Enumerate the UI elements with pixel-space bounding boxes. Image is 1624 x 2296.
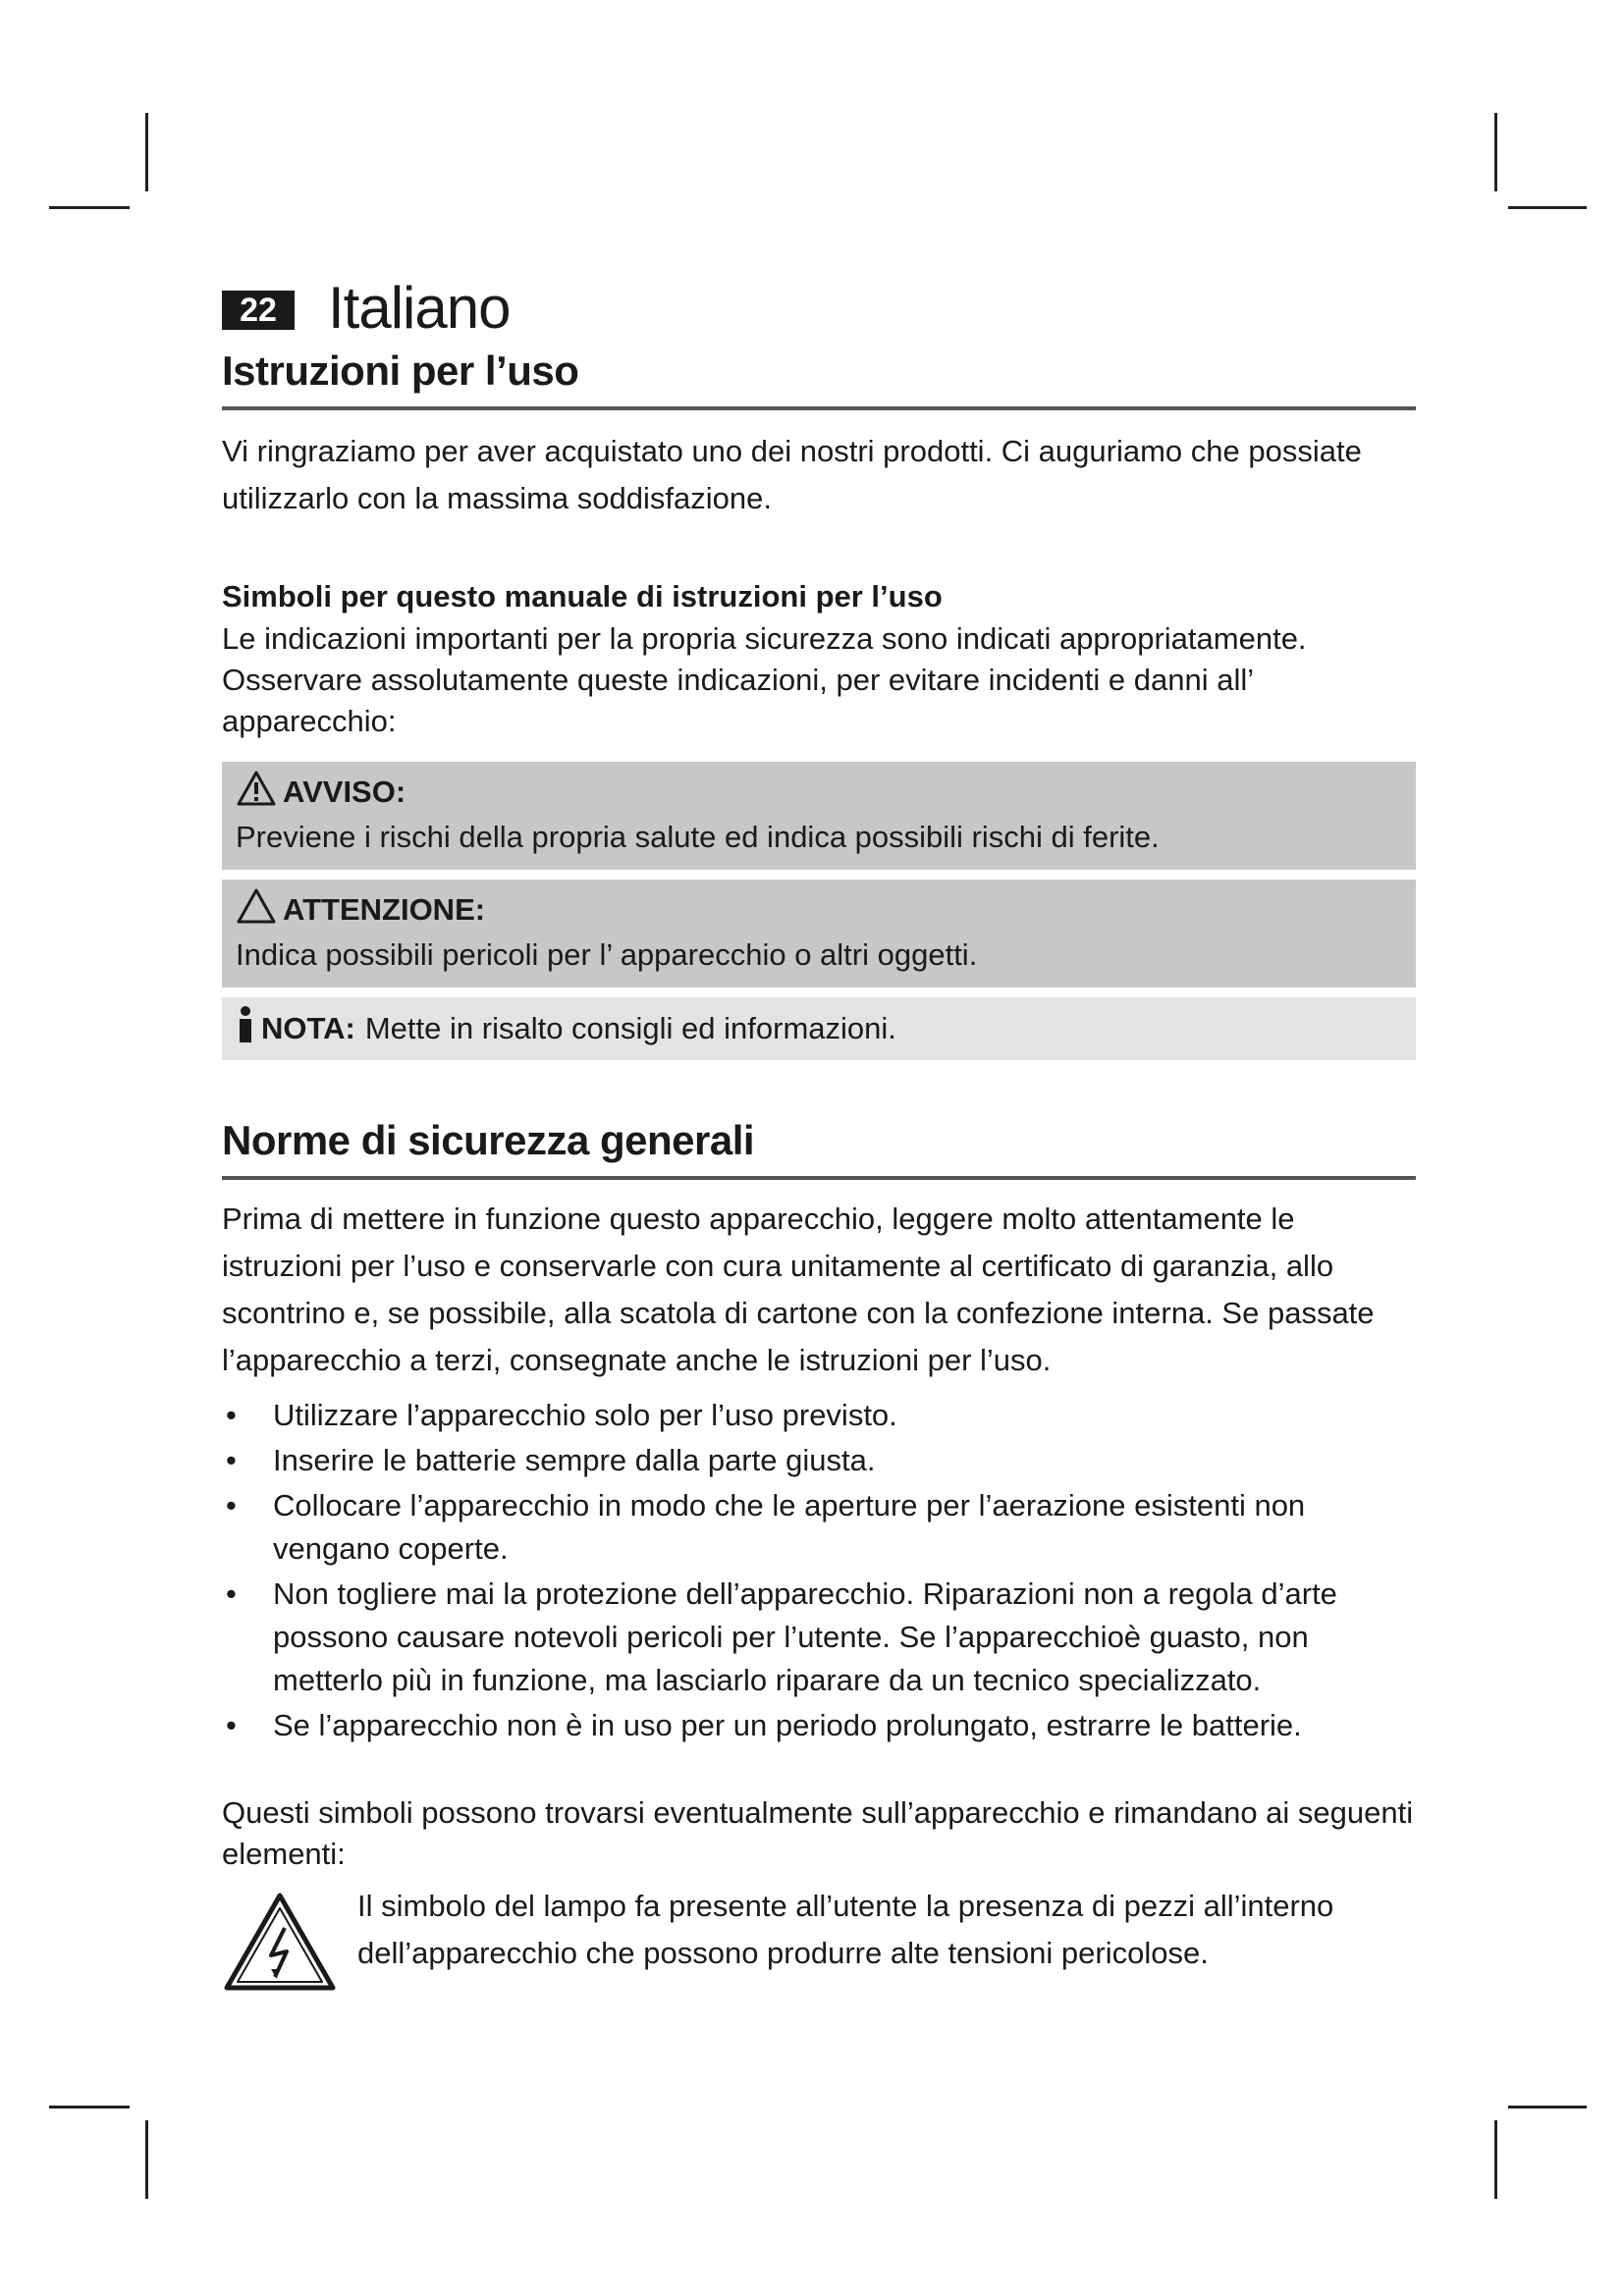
bullet-icon: • xyxy=(226,1708,237,1742)
device-symbols-intro: Questi simboli possono trovarsi eventualmente sull’apparecchio e rimandano ai seguenti elementi: xyxy=(222,1795,1414,1871)
instructions-title: Istruzioni per l’uso xyxy=(222,347,1416,410)
list-item: • Collocare l’apparecchio in modo che le aperture per l’aerazione esistenti non vengano coperte. xyxy=(222,1484,1416,1571)
list-item: • Se l’apparecchio non è in uso per un periodo prolungato, estrarre le batterie. xyxy=(222,1704,1416,1747)
symbols-heading: Simboli per questo manuale di istruzioni per l’uso xyxy=(222,579,943,614)
crop-mark-tl-horizontal xyxy=(49,206,130,209)
crop-mark-bl-horizontal xyxy=(49,2106,130,2109)
caution-label: ATTENZIONE: xyxy=(283,892,486,927)
caution-triangle-icon xyxy=(236,887,277,933)
crop-mark-tr-horizontal xyxy=(1508,206,1587,209)
safety-intro: Prima di mettere in funzione questo apparecchio, leggere molto attentamente le istruzioni per l’uso e conservarle con cura unitamente al certificato di garanzia, allo scontrino e, se possibile, alla scatola di cartone con la confezione interna. Se passate l’apparecchio a terzi, consegnate anche le istruzioni per l’uso. xyxy=(222,1201,1375,1377)
caution-text: Indica possibili pericoli per l’ apparecchio o altri oggetti. xyxy=(236,937,978,972)
crop-mark-br-vertical xyxy=(1494,2120,1497,2199)
warning-label: AVVISO: xyxy=(283,774,406,809)
crop-mark-tl-vertical xyxy=(145,113,148,191)
instructions-intro: Vi ringraziamo per aver acquistato uno dei nostri prodotti. Ci auguriamo che possiate utilizzarlo con la massima soddisfazione. xyxy=(222,434,1362,515)
bullet-icon: • xyxy=(226,1488,237,1522)
crop-mark-bl-vertical xyxy=(145,2120,148,2199)
list-item: • Inserire le batterie sempre dalla parte giusta. xyxy=(222,1439,1416,1482)
lightning-warning-icon xyxy=(222,1891,340,1998)
page-header xyxy=(222,275,1416,340)
list-item: • Non togliere mai la protezione dell’apparecchio. Riparazioni non a regola d’arte possono causare notevoli pericoli per l’utente. Se l’apparecchioè guasto, non metterlo più in funzione, ma lasciarlo riparare da un tecnico specializzato. xyxy=(222,1573,1416,1702)
bullet-icon: • xyxy=(226,1398,237,1432)
crop-mark-tr-vertical xyxy=(1494,113,1497,191)
note-notice xyxy=(222,997,1416,1060)
crop-mark-br-horizontal xyxy=(1508,2106,1587,2109)
caution-header xyxy=(236,887,1402,933)
page-number: 22 xyxy=(222,291,295,330)
warning-text: Previene i rischi della propria salute ed indica possibili rischi di ferite. xyxy=(236,820,1160,854)
caution-notice xyxy=(222,880,1416,988)
language-title: Italiano xyxy=(328,274,511,341)
note-label: NOTA: xyxy=(261,1011,355,1045)
safety-list xyxy=(222,1394,1416,1747)
note-text: Mette in risalto consigli ed informazioni. xyxy=(364,1011,896,1045)
page-content xyxy=(222,275,1416,1998)
warning-header xyxy=(236,770,1402,815)
lightning-text: Il simbolo del lampo fa presente all’utente la presenza di pezzi all’interno dell’apparecchio che possono produrre alte tensioni pericolose. xyxy=(357,1889,1334,1970)
list-item: • Utilizzare l’apparecchio solo per l’uso previsto. xyxy=(222,1394,1416,1437)
info-icon xyxy=(236,1005,255,1052)
warning-notice xyxy=(222,762,1416,870)
bullet-icon: • xyxy=(226,1443,237,1477)
lightning-symbol-row xyxy=(222,1883,1416,1998)
bullet-icon: • xyxy=(226,1576,237,1611)
safety-title: Norme di sicurezza generali xyxy=(222,1117,1416,1180)
warning-triangle-icon xyxy=(236,770,277,815)
symbols-text: Le indicazioni importanti per la propria sicurezza sono indicati appropriatamente. Osservare assolutamente queste indicazioni, per evitare incidenti e danni all’ apparecchio: xyxy=(222,621,1307,738)
